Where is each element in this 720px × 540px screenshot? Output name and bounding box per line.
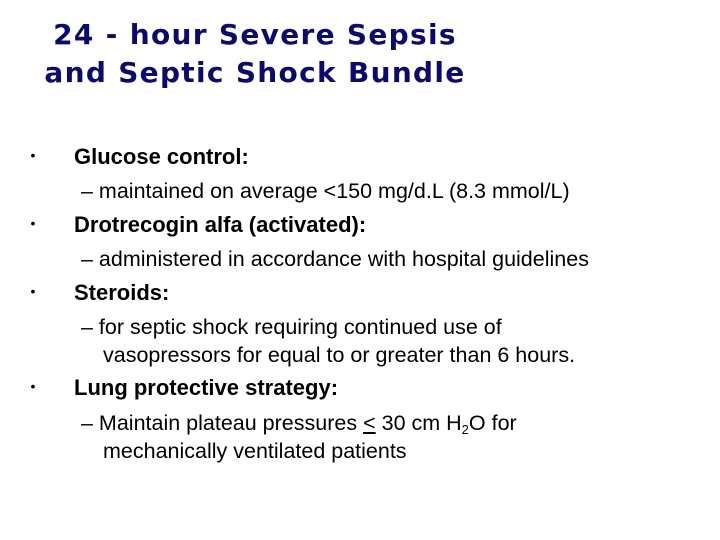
title-line-1: 24 - hour Severe Sepsis <box>53 18 457 51</box>
bullet-detail-glucose: – maintained on average <150 mg/d.L (8.3 mmol/L) <box>81 179 570 203</box>
bullet-detail-steroids: – for septic shock requiring continued use of <box>81 315 502 339</box>
less-equal-symbol: < <box>363 411 376 435</box>
bullet-marker: • <box>30 147 36 163</box>
bullet-heading-drotrecogin: Drotrecogin alfa (activated): <box>74 212 367 237</box>
bullet-heading-lung: Lung protective strategy: <box>74 375 339 400</box>
bullet-detail-steroids-continued: vasopressors for equal to or greater than 6 hours. <box>103 343 576 367</box>
bullet-detail-lung-continued: mechanically ventilated patients <box>103 439 407 463</box>
bullet-marker: • <box>30 283 36 299</box>
bullet-heading-steroids: Steroids: <box>74 280 170 305</box>
lung-detail-prefix: – Maintain plateau pressures <box>81 411 358 435</box>
title-line-2: and Septic Shock Bundle <box>44 56 466 89</box>
lung-detail-value: 30 cm H <box>381 411 462 435</box>
bullet-marker: • <box>30 378 36 394</box>
lung-detail-suffix: O for <box>468 411 517 435</box>
bullet-marker: • <box>30 215 36 231</box>
water-subscript: 2 <box>461 422 469 437</box>
bullet-detail-drotrecogin: – administered in accordance with hospital guidelines <box>81 247 589 271</box>
bullet-heading-glucose: Glucose control: <box>74 144 249 169</box>
